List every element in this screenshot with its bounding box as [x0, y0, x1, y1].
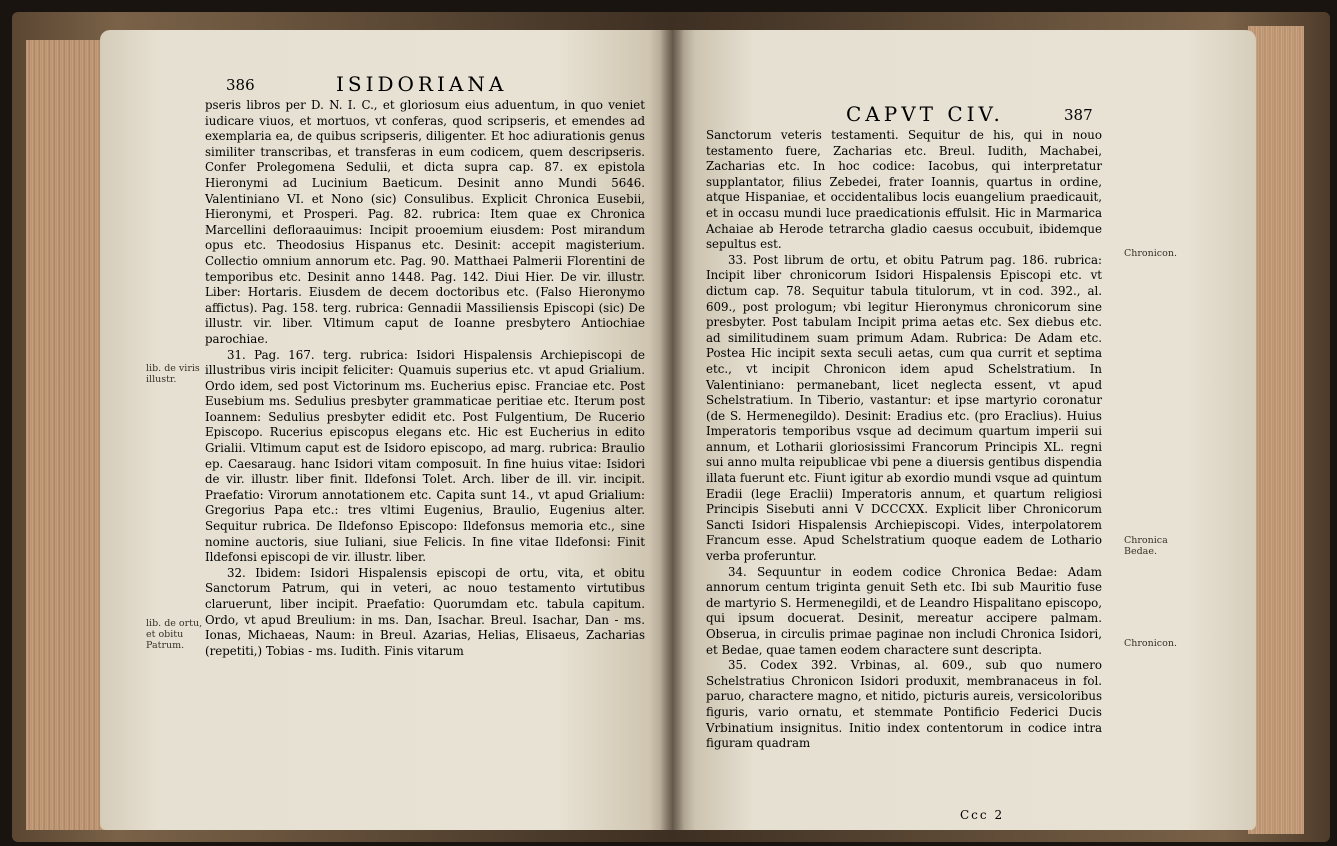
right-page-number: 387 — [1064, 106, 1093, 124]
right-paragraph-3: 34. Sequuntur in eodem codice Chronica Bedae: Adam annorum centum triginta genuit Seth etc. Ibi sub Mauritio fuse de martyrio S. Hermenegildi, et de Leandro Hispalitano episcopo, qui ipsum docuerat. Desinit, mereatur accipere palmam. Obserua, in circulis primae paginae non includi Chronica Isidori, et Bedae, quae tamen eodem charactere sunt descripta. — [706, 564, 1102, 657]
margin-note-chronicon-1: Chronicon. — [1124, 248, 1177, 259]
margin-note-chronicon-2: Chronicon. — [1124, 638, 1177, 649]
right-paragraph-2: 33. Post librum de ortu, et obitu Patrum pag. 186. rubrica: Incipit liber chronicorum Isidori Hispalensis Episcopi etc. vt dictum cap. 78. Sequitur tabula titulorum, vt in cod. 392., al. 609., post prologum; vbi legitur Hieronymus chronicorum sine presbyter. Post tabulam Incipit prima aetas etc. Sex diebus etc. ad similitudinem suam primum Adam. Rubrica: De Adam etc. Postea Hic incipit sexta seculi aetas, cum qua currit et septima etc., vt incipit Chronicon idem apud Schelstratium. In Valentiniano: permanebant, licet neglecta essent, vt apud Schelstratium. In Tiberio, vastantur: et ipse martyrio coronatur (de S. Hermenegildo). Desinit: Eradius etc. (pro Eraclius). Huius Imperatoris temporibus vsque ad decimum quartum imperii sui annum, et Lotharii gloriosissimi Francorum Principis XL. regni sui anno multa reipublicae vbi pene a diuersis gentibus dispendia illata fuerunt etc. Fiunt igitur ab exordio mundi vsque ad quintum Eradii (lege Eraclii) Imperatoris annum, et quartum religiosi Principis Sisebuti anni V DCCCXX. Explicit liber Chronicorum Sancti Isidori Hispalensis Archiepiscopi. Vides, interpolatorem Francum esse. Apud Schelstratium quoque eadem de Lothario verba proferuntur. — [706, 252, 1102, 564]
margin-note-chronica-bedae: Chronica Bedae. — [1124, 535, 1168, 557]
left-page-edges — [26, 40, 106, 830]
margin-note-viris: lib. de viris illustr. — [146, 363, 200, 385]
right-page-edges — [1248, 26, 1304, 834]
signature-mark: Ccc 2 — [960, 808, 1005, 822]
left-page-number: 386 — [226, 76, 255, 94]
right-page-text — [706, 128, 1102, 752]
left-page-text — [205, 98, 645, 659]
right-running-head: CAPVT CIV. — [846, 102, 1004, 126]
book-gutter — [660, 30, 684, 830]
right-paragraph-4: 35. Codex 392. Vrbinas, al. 609., sub quo numero Schelstratius Chronicon Isidori produxit, membranaceus in fol. paruo, charactere magno, et nitido, picturis aureis, versicoloribus figuris, vario ornatu, et stemmate Pontificio Federici Ducis Vrbinatium insignitus. Initio index contentorum in codice intra figuram quadram — [706, 658, 1102, 751]
right-paragraph-1: Sanctorum veteris testamenti. Sequitur de his, qui in nouo testamento fuere, Zacharias etc. Breul. Iudith, Machabei, Zacharias etc. In hoc codice: Iacobus, qui interpretatur supplantator, filius Zebedei, frater Ioannis, quartus in ordine, atque Hispaniae, et occidentalibus locis euangelium praedicauit, et in occasu mundi luce praedicationis effulsit. Hic in Marmarica Achaiae ab Herode tetrarcha gladio caesus occubuit, ibidemque sepultus est. — [706, 128, 1102, 252]
left-paragraph-2: 31. Pag. 167. terg. rubrica: Isidori Hispalensis Archiepiscopi de illustribus viris incipit feliciter: Quamuis superius etc. vt apud Grialium. Ordo idem, sed post Victorinum ms. Eucherius episc. Franciae etc. Post Eusebium ms. Sedulius presbyter grammaticae peritiae etc. Iterum post Ioannem: Sedulius presbyter edidit etc. Post Fulgentium, De Rucerio Episcopo. Rucerius episcopus elegans etc. Hic est Eucherius in edito Grialii. Vltimum caput est de Isidoro episcopo, ad marg. rubrica: Braulio ep. Caesaraug. hanc Isidori vitam composuit. In fine huius vitae: Isidori de vir. illustr. liber finit. Ildefonsi Tolet. Arch. liber de ill. vir. incipit. Praefatio: Virorum annotationem etc. Capita sunt 14., vt apud Grialium: Gregorius Papa etc.: tres vltimi Eugenius, Braulio, Eugenius alter. Sequitur rubrica. De Ildefonso Episcopo: Ildefonsus memoria etc., sine nomine auctoris, siue Iuliani, siue Felicis. In fine vitae Ildefonsi: Finit Ildefonsi episcopi de vir. illustr. liber. — [205, 347, 645, 565]
left-paragraph-3: 32. Ibidem: Isidori Hispalensis episcopi de ortu, vita, et obitu Sanctorum Patrum, qui in veteri, ac nouo testamento virtutibus claruerunt, liber incipit. Praefatio: Quorumdam etc. tabula capitum. Ordo, vt apud Breulium: in ms. Dan, Isachar. Breul. Isachar, Dan - ms. Ionas, Michaeas, Naum: in Breul. Azarias, Helias, Elisaeus, Zacharias (repetiti,) Tobias - ms. Iudith. Finis vitarum — [205, 565, 645, 658]
margin-note-ortu: lib. de ortu, et obitu Patrum. — [146, 618, 203, 651]
left-running-head: ISIDORIANA — [336, 72, 508, 96]
left-paragraph-1: pseris libros per D. N. I. C., et gloriosum eius aduentum, in quo veniet iudicare viuos, et mortuos, vt conferas, quod scripseris, et emendes ad exemplaria ea, de quibus scripseris, diligenter. Et hoc adiurationis genus similiter transcribas, et transferas in eum codicem, quem descripseris. Confer Prolegomena Sedulii, et dicta supra cap. 87. ex epistola Hieronymi ad Lucinium Baeticum. Desinit anno Mundi 5646. Valentiniano VI. et Nono (sic) Consulibus. Explicit Chronica Eusebii, Hieronymi, et Prosperi. Pag. 82. rubrica: Item quae ex Chronica Marcellini defloraauimus: Incipit prooemium eiusdem: Post mirandum opus etc. Theodosius Hispanus etc. Desinit: accepit magisterium. Collectio omnium annorum etc. Pag. 90. Matthaei Palmerii Florentini de temporibus etc. Desinit anno 1448. Pag. 142. Diui Hier. De vir. illustr. Liber: Hortaris. Eiusdem de decem doctoribus etc. (Falso Hieronymo affictus). Pag. 158. terg. rubrica: Gennadii Massiliensis Episcopi (sic) De illustr. vir. liber. Vltimum caput de Ioanne presbytero Antiochiae parochiae. — [205, 98, 645, 346]
